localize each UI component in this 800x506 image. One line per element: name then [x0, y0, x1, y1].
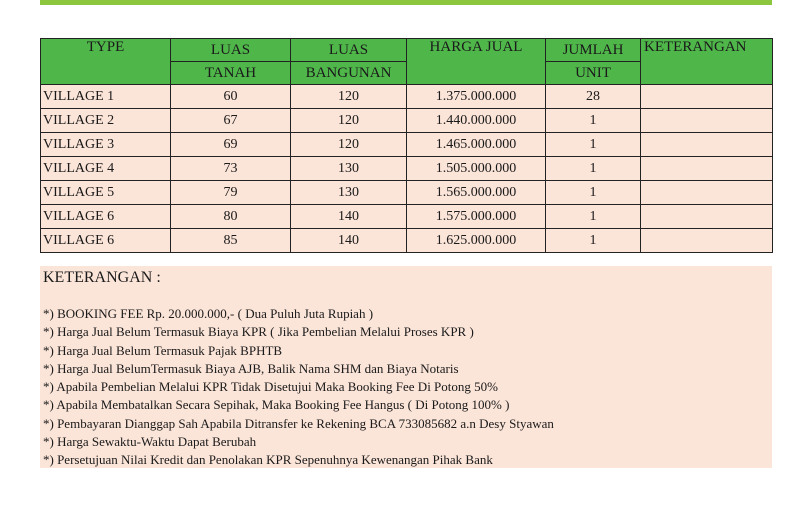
cell-type: VILLAGE 4 — [41, 157, 171, 181]
table-row — [41, 109, 773, 133]
header-luas-tanah: LUAS — [171, 39, 291, 62]
cell-harga-jual: 1.575.000.000 — [407, 205, 546, 229]
cell-luas-tanah: 60 — [171, 85, 291, 109]
cell-type: VILLAGE 2 — [41, 109, 171, 133]
cell-luas-bangunan: 130 — [291, 181, 407, 205]
cell-keterangan — [641, 133, 773, 157]
cell-luas-bangunan: 120 — [291, 133, 407, 157]
note-item: *) Apabila Membatalkan Secara Sepihak, Maka Booking Fee Hangus ( Di Potong 100% ) — [43, 397, 510, 413]
cell-jumlah-unit: 1 — [546, 181, 641, 205]
notes-list — [43, 305, 772, 470]
cell-jumlah-unit: 1 — [546, 109, 641, 133]
cell-harga-jual: 1.465.000.000 — [407, 133, 546, 157]
cell-keterangan — [641, 181, 773, 205]
cell-harga-jual: 1.375.000.000 — [407, 85, 546, 109]
cell-type: VILLAGE 3 — [41, 133, 171, 157]
cell-keterangan — [641, 157, 773, 181]
notes-panel — [40, 266, 772, 468]
note-item: *) BOOKING FEE Rp. 20.000.000,- ( Dua Puluh Juta Rupiah ) — [43, 306, 374, 321]
cell-type: VILLAGE 5 — [41, 181, 171, 205]
cell-luas-bangunan: 130 — [291, 157, 407, 181]
cell-jumlah-unit: 28 — [546, 85, 641, 109]
cell-type: VILLAGE 6 — [41, 205, 171, 229]
cell-keterangan — [641, 205, 773, 229]
cell-luas-tanah: 80 — [171, 205, 291, 229]
cell-harga-jual: 1.505.000.000 — [407, 157, 546, 181]
note-item: *) Apabila Pembelian Melalui KPR Tidak Disetujui Maka Booking Fee Di Potong 50% — [43, 379, 498, 395]
top-accent-bar — [40, 0, 772, 5]
cell-jumlah-unit: 1 — [546, 133, 641, 157]
note-item: *) Harga Jual Belum Termasuk Biaya KPR ( Jika Pembelian Melalui Proses KPR ) — [43, 324, 474, 340]
table-row — [41, 157, 773, 181]
price-table — [40, 38, 773, 253]
table-row — [41, 229, 773, 253]
header-tanah: TANAH — [171, 62, 291, 85]
cell-luas-bangunan: 120 — [291, 85, 407, 109]
cell-luas-tanah: 85 — [171, 229, 291, 253]
header-unit: UNIT — [546, 62, 641, 85]
header-keterangan: KETERANGAN — [641, 39, 773, 85]
header-jumlah-unit: JUMLAH — [546, 39, 641, 62]
header-bangunan: BANGUNAN — [291, 62, 407, 85]
header-luas-bangunan: LUAS — [291, 39, 407, 62]
cell-harga-jual: 1.440.000.000 — [407, 109, 546, 133]
cell-keterangan — [641, 229, 773, 253]
cell-harga-jual: 1.625.000.000 — [407, 229, 546, 253]
cell-luas-tanah: 69 — [171, 133, 291, 157]
note-item: *) Harga Jual BelumTermasuk Biaya AJB, Balik Nama SHM dan Biaya Notaris — [43, 360, 459, 376]
cell-luas-tanah: 73 — [171, 157, 291, 181]
cell-luas-bangunan: 120 — [291, 109, 407, 133]
cell-luas-tanah: 79 — [171, 181, 291, 205]
table-row — [41, 133, 773, 157]
note-item: *) Harga Sewaktu-Waktu Dapat Berubah — [43, 434, 257, 450]
cell-jumlah-unit: 1 — [546, 157, 641, 181]
header-type: TYPE — [41, 39, 171, 85]
table-row — [41, 85, 773, 109]
cell-jumlah-unit: 1 — [546, 229, 641, 253]
notes-title: KETERANGAN : — [43, 269, 161, 286]
cell-harga-jual: 1.565.000.000 — [407, 181, 546, 205]
cell-luas-bangunan: 140 — [291, 229, 407, 253]
cell-type: VILLAGE 1 — [41, 85, 171, 109]
note-item: *) Harga Jual Belum Termasuk Pajak BPHTB — [43, 342, 283, 358]
cell-jumlah-unit: 1 — [546, 205, 641, 229]
cell-keterangan — [641, 85, 773, 109]
note-item: *) Persetujuan Nilai Kredit dan Penolakan KPR Sepenuhnya Kewenangan Pihak Bank — [43, 452, 493, 468]
table-row — [41, 181, 773, 205]
table-row — [41, 205, 773, 229]
cell-keterangan — [641, 109, 773, 133]
cell-type: VILLAGE 6 — [41, 229, 171, 253]
header-harga-jual: HARGA JUAL — [407, 39, 546, 85]
table-header-row — [41, 39, 773, 62]
cell-luas-tanah: 67 — [171, 109, 291, 133]
cell-luas-bangunan: 140 — [291, 205, 407, 229]
note-item: *) Pembayaran Dianggap Sah Apabila Ditransfer ke Rekening BCA 733085682 a.n Desy Styawan — [43, 415, 554, 431]
